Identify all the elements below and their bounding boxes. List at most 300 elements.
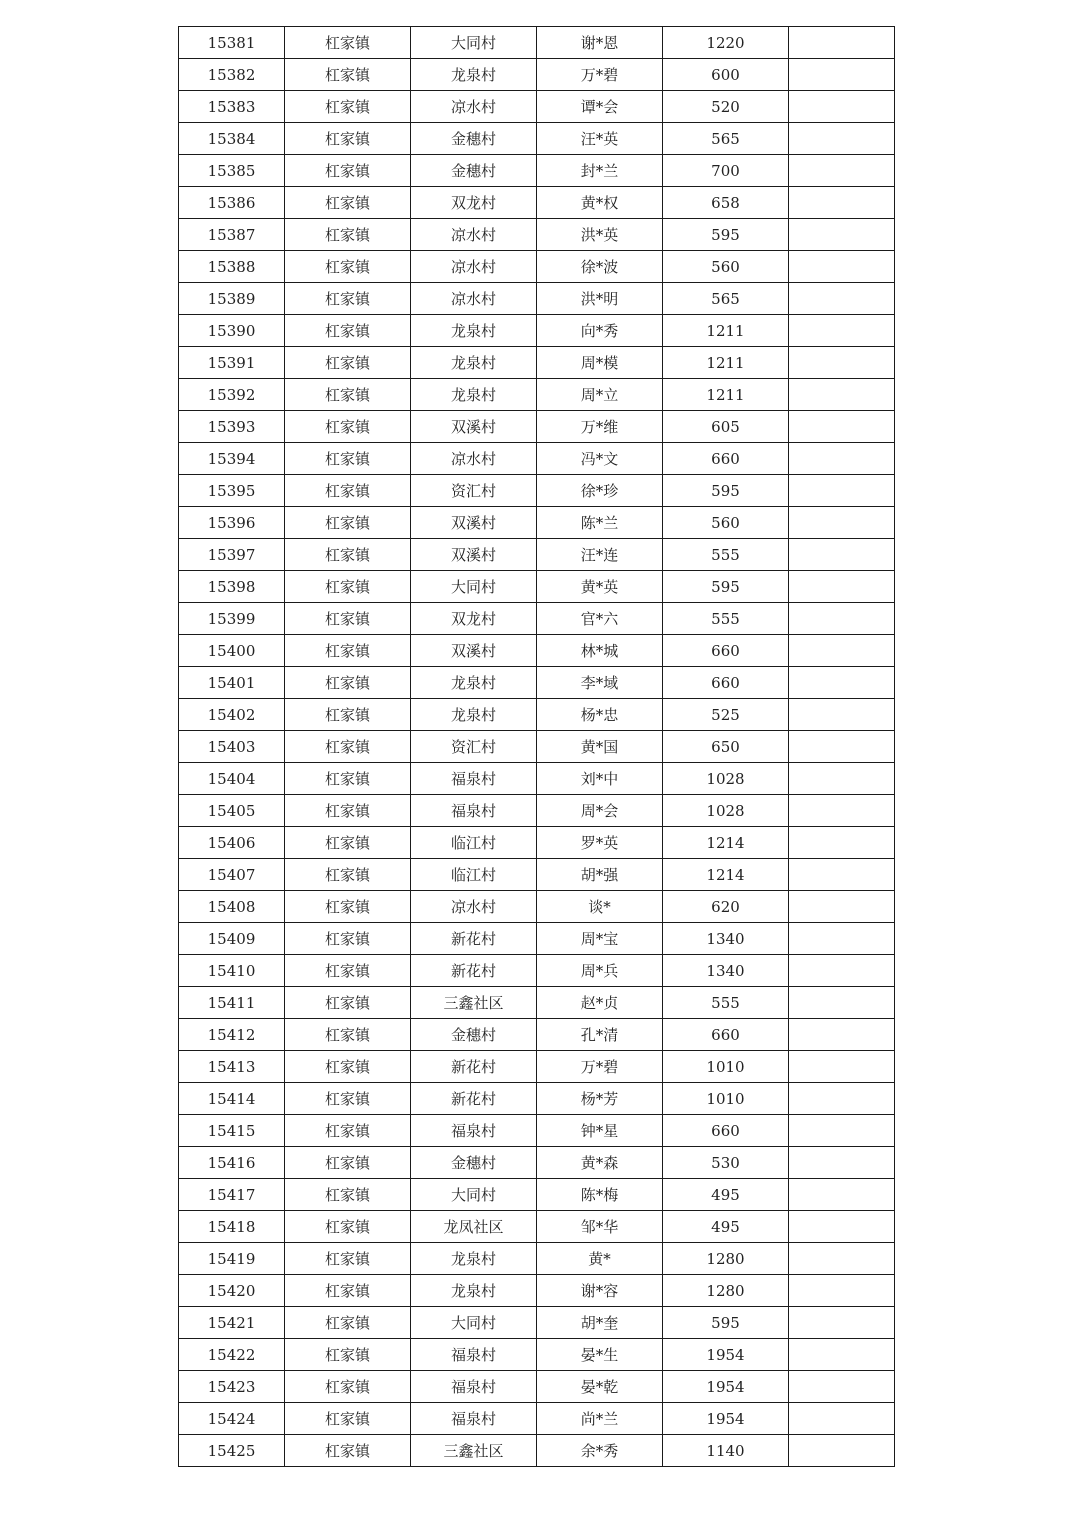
table-row <box>179 1115 895 1147</box>
cell-remark <box>789 635 895 667</box>
cell-amount: 1340 <box>663 923 789 955</box>
cell-town: 杠家镇 <box>285 699 411 731</box>
cell-name: 陈*梅 <box>537 1179 663 1211</box>
cell-index: 15382 <box>179 59 285 91</box>
cell-index: 15394 <box>179 443 285 475</box>
cell-index: 15402 <box>179 699 285 731</box>
table-row <box>179 283 895 315</box>
cell-name: 万*碧 <box>537 59 663 91</box>
table-row <box>179 1339 895 1371</box>
cell-amount: 555 <box>663 987 789 1019</box>
cell-name: 汪*连 <box>537 539 663 571</box>
cell-village: 凉水村 <box>411 91 537 123</box>
cell-name: 官*六 <box>537 603 663 635</box>
cell-amount: 1211 <box>663 315 789 347</box>
cell-remark <box>789 1115 895 1147</box>
cell-village: 资汇村 <box>411 731 537 763</box>
table-row <box>179 347 895 379</box>
cell-index: 15401 <box>179 667 285 699</box>
cell-town: 杠家镇 <box>285 1403 411 1435</box>
cell-amount: 650 <box>663 731 789 763</box>
cell-town: 杠家镇 <box>285 1179 411 1211</box>
cell-town: 杠家镇 <box>285 379 411 411</box>
cell-amount: 700 <box>663 155 789 187</box>
cell-index: 15392 <box>179 379 285 411</box>
table-row <box>179 411 895 443</box>
cell-index: 15411 <box>179 987 285 1019</box>
cell-town: 杠家镇 <box>285 1435 411 1467</box>
cell-remark <box>789 987 895 1019</box>
cell-village: 龙泉村 <box>411 59 537 91</box>
cell-amount: 1214 <box>663 859 789 891</box>
cell-remark <box>789 315 895 347</box>
table-row <box>179 827 895 859</box>
cell-remark <box>789 1275 895 1307</box>
cell-village: 双溪村 <box>411 635 537 667</box>
cell-village: 大同村 <box>411 1179 537 1211</box>
table-row <box>179 219 895 251</box>
cell-amount: 560 <box>663 251 789 283</box>
cell-amount: 1028 <box>663 763 789 795</box>
cell-name: 刘*中 <box>537 763 663 795</box>
cell-remark <box>789 379 895 411</box>
cell-remark <box>789 1051 895 1083</box>
cell-village: 新花村 <box>411 955 537 987</box>
table-row <box>179 1083 895 1115</box>
cell-amount: 660 <box>663 1019 789 1051</box>
cell-village: 双溪村 <box>411 539 537 571</box>
cell-name: 谭*会 <box>537 91 663 123</box>
cell-amount: 1280 <box>663 1243 789 1275</box>
cell-name: 谈* <box>537 891 663 923</box>
cell-town: 杠家镇 <box>285 155 411 187</box>
table-row <box>179 603 895 635</box>
cell-town: 杠家镇 <box>285 27 411 59</box>
cell-index: 15420 <box>179 1275 285 1307</box>
cell-amount: 520 <box>663 91 789 123</box>
table-row <box>179 1019 895 1051</box>
cell-name: 洪*明 <box>537 283 663 315</box>
cell-name: 黄*森 <box>537 1147 663 1179</box>
cell-village: 凉水村 <box>411 443 537 475</box>
cell-amount: 1220 <box>663 27 789 59</box>
cell-index: 15409 <box>179 923 285 955</box>
cell-remark <box>789 155 895 187</box>
cell-name: 李*域 <box>537 667 663 699</box>
table-row <box>179 795 895 827</box>
cell-index: 15410 <box>179 955 285 987</box>
cell-village: 资汇村 <box>411 475 537 507</box>
cell-name: 胡*强 <box>537 859 663 891</box>
cell-index: 15399 <box>179 603 285 635</box>
cell-amount: 1211 <box>663 347 789 379</box>
cell-name: 黄* <box>537 1243 663 1275</box>
cell-remark <box>789 731 895 763</box>
cell-index: 15396 <box>179 507 285 539</box>
cell-remark <box>789 1403 895 1435</box>
cell-town: 杠家镇 <box>285 251 411 283</box>
cell-name: 杨*忠 <box>537 699 663 731</box>
cell-village: 福泉村 <box>411 795 537 827</box>
cell-name: 万*碧 <box>537 1051 663 1083</box>
cell-name: 周*宝 <box>537 923 663 955</box>
cell-index: 15393 <box>179 411 285 443</box>
cell-remark <box>789 795 895 827</box>
cell-amount: 525 <box>663 699 789 731</box>
cell-remark <box>789 955 895 987</box>
table-row <box>179 1051 895 1083</box>
cell-remark <box>789 187 895 219</box>
cell-village: 三鑫社区 <box>411 1435 537 1467</box>
cell-name: 冯*文 <box>537 443 663 475</box>
cell-index: 15416 <box>179 1147 285 1179</box>
cell-name: 赵*贞 <box>537 987 663 1019</box>
cell-village: 龙泉村 <box>411 699 537 731</box>
cell-index: 15385 <box>179 155 285 187</box>
cell-village: 大同村 <box>411 27 537 59</box>
cell-remark <box>789 571 895 603</box>
table-row <box>179 699 895 731</box>
cell-town: 杠家镇 <box>285 667 411 699</box>
cell-amount: 1028 <box>663 795 789 827</box>
table-body <box>179 27 895 1467</box>
cell-index: 15398 <box>179 571 285 603</box>
cell-village: 龙泉村 <box>411 1275 537 1307</box>
cell-town: 杠家镇 <box>285 1275 411 1307</box>
cell-index: 15397 <box>179 539 285 571</box>
cell-remark <box>789 859 895 891</box>
cell-remark <box>789 891 895 923</box>
cell-town: 杠家镇 <box>285 731 411 763</box>
cell-town: 杠家镇 <box>285 91 411 123</box>
cell-remark <box>789 347 895 379</box>
cell-index: 15421 <box>179 1307 285 1339</box>
cell-remark <box>789 923 895 955</box>
cell-amount: 555 <box>663 539 789 571</box>
cell-amount: 530 <box>663 1147 789 1179</box>
cell-amount: 1010 <box>663 1051 789 1083</box>
cell-remark <box>789 27 895 59</box>
cell-town: 杠家镇 <box>285 1115 411 1147</box>
cell-village: 凉水村 <box>411 891 537 923</box>
cell-village: 新花村 <box>411 1051 537 1083</box>
cell-town: 杠家镇 <box>285 315 411 347</box>
cell-name: 徐*波 <box>537 251 663 283</box>
cell-village: 金穗村 <box>411 155 537 187</box>
cell-amount: 658 <box>663 187 789 219</box>
cell-amount: 1214 <box>663 827 789 859</box>
cell-index: 15423 <box>179 1371 285 1403</box>
cell-index: 15384 <box>179 123 285 155</box>
cell-amount: 565 <box>663 123 789 155</box>
cell-village: 福泉村 <box>411 1339 537 1371</box>
cell-town: 杠家镇 <box>285 1019 411 1051</box>
cell-name: 封*兰 <box>537 155 663 187</box>
cell-remark <box>789 123 895 155</box>
cell-index: 15422 <box>179 1339 285 1371</box>
cell-village: 双溪村 <box>411 411 537 443</box>
cell-town: 杠家镇 <box>285 1147 411 1179</box>
cell-remark <box>789 1339 895 1371</box>
cell-index: 15417 <box>179 1179 285 1211</box>
cell-name: 孔*清 <box>537 1019 663 1051</box>
cell-index: 15400 <box>179 635 285 667</box>
cell-amount: 1140 <box>663 1435 789 1467</box>
cell-town: 杠家镇 <box>285 955 411 987</box>
cell-town: 杠家镇 <box>285 507 411 539</box>
cell-town: 杠家镇 <box>285 1307 411 1339</box>
table-row <box>179 1371 895 1403</box>
cell-amount: 660 <box>663 1115 789 1147</box>
cell-village: 龙凤社区 <box>411 1211 537 1243</box>
cell-town: 杠家镇 <box>285 763 411 795</box>
cell-village: 大同村 <box>411 1307 537 1339</box>
table-row <box>179 59 895 91</box>
table-row <box>179 1307 895 1339</box>
cell-village: 双龙村 <box>411 603 537 635</box>
cell-remark <box>789 1435 895 1467</box>
cell-index: 15413 <box>179 1051 285 1083</box>
cell-name: 黄*国 <box>537 731 663 763</box>
table-row <box>179 1211 895 1243</box>
cell-remark <box>789 1179 895 1211</box>
cell-name: 林*城 <box>537 635 663 667</box>
table-row <box>179 379 895 411</box>
cell-amount: 620 <box>663 891 789 923</box>
table-row <box>179 155 895 187</box>
cell-name: 尚*兰 <box>537 1403 663 1435</box>
cell-index: 15406 <box>179 827 285 859</box>
cell-remark <box>789 1307 895 1339</box>
cell-village: 新花村 <box>411 1083 537 1115</box>
table-row <box>179 507 895 539</box>
cell-remark <box>789 219 895 251</box>
cell-town: 杠家镇 <box>285 539 411 571</box>
cell-village: 福泉村 <box>411 763 537 795</box>
cell-index: 15395 <box>179 475 285 507</box>
cell-index: 15408 <box>179 891 285 923</box>
cell-name: 周*立 <box>537 379 663 411</box>
cell-remark <box>789 475 895 507</box>
table-row <box>179 955 895 987</box>
cell-remark <box>789 59 895 91</box>
cell-remark <box>789 1083 895 1115</box>
cell-amount: 560 <box>663 507 789 539</box>
cell-index: 15404 <box>179 763 285 795</box>
cell-index: 15415 <box>179 1115 285 1147</box>
cell-village: 福泉村 <box>411 1403 537 1435</box>
cell-amount: 595 <box>663 571 789 603</box>
cell-town: 杠家镇 <box>285 987 411 1019</box>
table-row <box>179 987 895 1019</box>
cell-town: 杠家镇 <box>285 827 411 859</box>
cell-town: 杠家镇 <box>285 1083 411 1115</box>
table-row <box>179 635 895 667</box>
cell-amount: 660 <box>663 667 789 699</box>
cell-town: 杠家镇 <box>285 859 411 891</box>
cell-name: 周*模 <box>537 347 663 379</box>
cell-village: 福泉村 <box>411 1371 537 1403</box>
table-row <box>179 315 895 347</box>
cell-town: 杠家镇 <box>285 1051 411 1083</box>
cell-village: 龙泉村 <box>411 315 537 347</box>
cell-town: 杠家镇 <box>285 603 411 635</box>
cell-name: 谢*容 <box>537 1275 663 1307</box>
table-row <box>179 475 895 507</box>
table-row <box>179 923 895 955</box>
table-row <box>179 1243 895 1275</box>
cell-name: 徐*珍 <box>537 475 663 507</box>
cell-name: 晏*乾 <box>537 1371 663 1403</box>
cell-town: 杠家镇 <box>285 123 411 155</box>
table-row <box>179 91 895 123</box>
cell-name: 向*秀 <box>537 315 663 347</box>
cell-remark <box>789 1019 895 1051</box>
table-row <box>179 667 895 699</box>
cell-town: 杠家镇 <box>285 411 411 443</box>
subsidy-table <box>178 26 895 1467</box>
cell-town: 杠家镇 <box>285 1339 411 1371</box>
table-row <box>179 1275 895 1307</box>
cell-village: 大同村 <box>411 571 537 603</box>
cell-name: 洪*英 <box>537 219 663 251</box>
cell-town: 杠家镇 <box>285 443 411 475</box>
table-row <box>179 187 895 219</box>
cell-town: 杠家镇 <box>285 571 411 603</box>
cell-index: 15386 <box>179 187 285 219</box>
cell-amount: 595 <box>663 219 789 251</box>
cell-index: 15390 <box>179 315 285 347</box>
cell-remark <box>789 283 895 315</box>
cell-amount: 495 <box>663 1211 789 1243</box>
cell-amount: 565 <box>663 283 789 315</box>
cell-village: 三鑫社区 <box>411 987 537 1019</box>
table-row <box>179 443 895 475</box>
table-row <box>179 859 895 891</box>
cell-amount: 595 <box>663 475 789 507</box>
cell-remark <box>789 1243 895 1275</box>
cell-village: 临江村 <box>411 827 537 859</box>
cell-remark <box>789 1147 895 1179</box>
cell-town: 杠家镇 <box>285 1211 411 1243</box>
cell-remark <box>789 91 895 123</box>
cell-remark <box>789 251 895 283</box>
cell-index: 15383 <box>179 91 285 123</box>
cell-amount: 1954 <box>663 1403 789 1435</box>
cell-village: 龙泉村 <box>411 1243 537 1275</box>
cell-index: 15388 <box>179 251 285 283</box>
cell-remark <box>789 507 895 539</box>
cell-amount: 600 <box>663 59 789 91</box>
cell-amount: 660 <box>663 443 789 475</box>
cell-amount: 495 <box>663 1179 789 1211</box>
table-row <box>179 571 895 603</box>
cell-index: 15412 <box>179 1019 285 1051</box>
cell-remark <box>789 443 895 475</box>
table-row <box>179 891 895 923</box>
cell-amount: 1954 <box>663 1339 789 1371</box>
cell-village: 福泉村 <box>411 1115 537 1147</box>
cell-village: 金穗村 <box>411 1147 537 1179</box>
cell-town: 杠家镇 <box>285 891 411 923</box>
cell-name: 周*兵 <box>537 955 663 987</box>
cell-name: 黄*权 <box>537 187 663 219</box>
cell-index: 15425 <box>179 1435 285 1467</box>
cell-remark <box>789 1211 895 1243</box>
cell-name: 周*会 <box>537 795 663 827</box>
cell-remark <box>789 411 895 443</box>
cell-town: 杠家镇 <box>285 59 411 91</box>
cell-village: 双龙村 <box>411 187 537 219</box>
cell-amount: 1340 <box>663 955 789 987</box>
cell-name: 余*秀 <box>537 1435 663 1467</box>
cell-town: 杠家镇 <box>285 795 411 827</box>
cell-amount: 660 <box>663 635 789 667</box>
cell-remark <box>789 539 895 571</box>
cell-remark <box>789 603 895 635</box>
cell-town: 杠家镇 <box>285 187 411 219</box>
cell-amount: 605 <box>663 411 789 443</box>
cell-village: 龙泉村 <box>411 379 537 411</box>
cell-amount: 555 <box>663 603 789 635</box>
table-row <box>179 539 895 571</box>
cell-village: 龙泉村 <box>411 667 537 699</box>
cell-name: 汪*英 <box>537 123 663 155</box>
cell-name: 万*维 <box>537 411 663 443</box>
cell-town: 杠家镇 <box>285 219 411 251</box>
cell-index: 15405 <box>179 795 285 827</box>
table-row <box>179 123 895 155</box>
cell-remark <box>789 667 895 699</box>
cell-village: 金穗村 <box>411 123 537 155</box>
cell-name: 黄*英 <box>537 571 663 603</box>
cell-index: 15403 <box>179 731 285 763</box>
cell-name: 胡*奎 <box>537 1307 663 1339</box>
cell-amount: 1211 <box>663 379 789 411</box>
cell-town: 杠家镇 <box>285 1243 411 1275</box>
cell-index: 15424 <box>179 1403 285 1435</box>
cell-village: 龙泉村 <box>411 347 537 379</box>
cell-name: 钟*星 <box>537 1115 663 1147</box>
cell-amount: 1954 <box>663 1371 789 1403</box>
cell-village: 金穗村 <box>411 1019 537 1051</box>
cell-amount: 595 <box>663 1307 789 1339</box>
cell-town: 杠家镇 <box>285 283 411 315</box>
table-row <box>179 251 895 283</box>
cell-amount: 1010 <box>663 1083 789 1115</box>
cell-remark <box>789 699 895 731</box>
cell-index: 15418 <box>179 1211 285 1243</box>
cell-name: 杨*芳 <box>537 1083 663 1115</box>
cell-index: 15391 <box>179 347 285 379</box>
cell-village: 新花村 <box>411 923 537 955</box>
cell-name: 陈*兰 <box>537 507 663 539</box>
cell-index: 15389 <box>179 283 285 315</box>
cell-index: 15407 <box>179 859 285 891</box>
cell-amount: 1280 <box>663 1275 789 1307</box>
cell-remark <box>789 763 895 795</box>
cell-index: 15387 <box>179 219 285 251</box>
cell-index: 15381 <box>179 27 285 59</box>
cell-village: 凉水村 <box>411 283 537 315</box>
cell-remark <box>789 1371 895 1403</box>
table-row <box>179 763 895 795</box>
table-row <box>179 1435 895 1467</box>
cell-town: 杠家镇 <box>285 347 411 379</box>
table-row <box>179 731 895 763</box>
cell-village: 凉水村 <box>411 251 537 283</box>
cell-name: 晏*生 <box>537 1339 663 1371</box>
